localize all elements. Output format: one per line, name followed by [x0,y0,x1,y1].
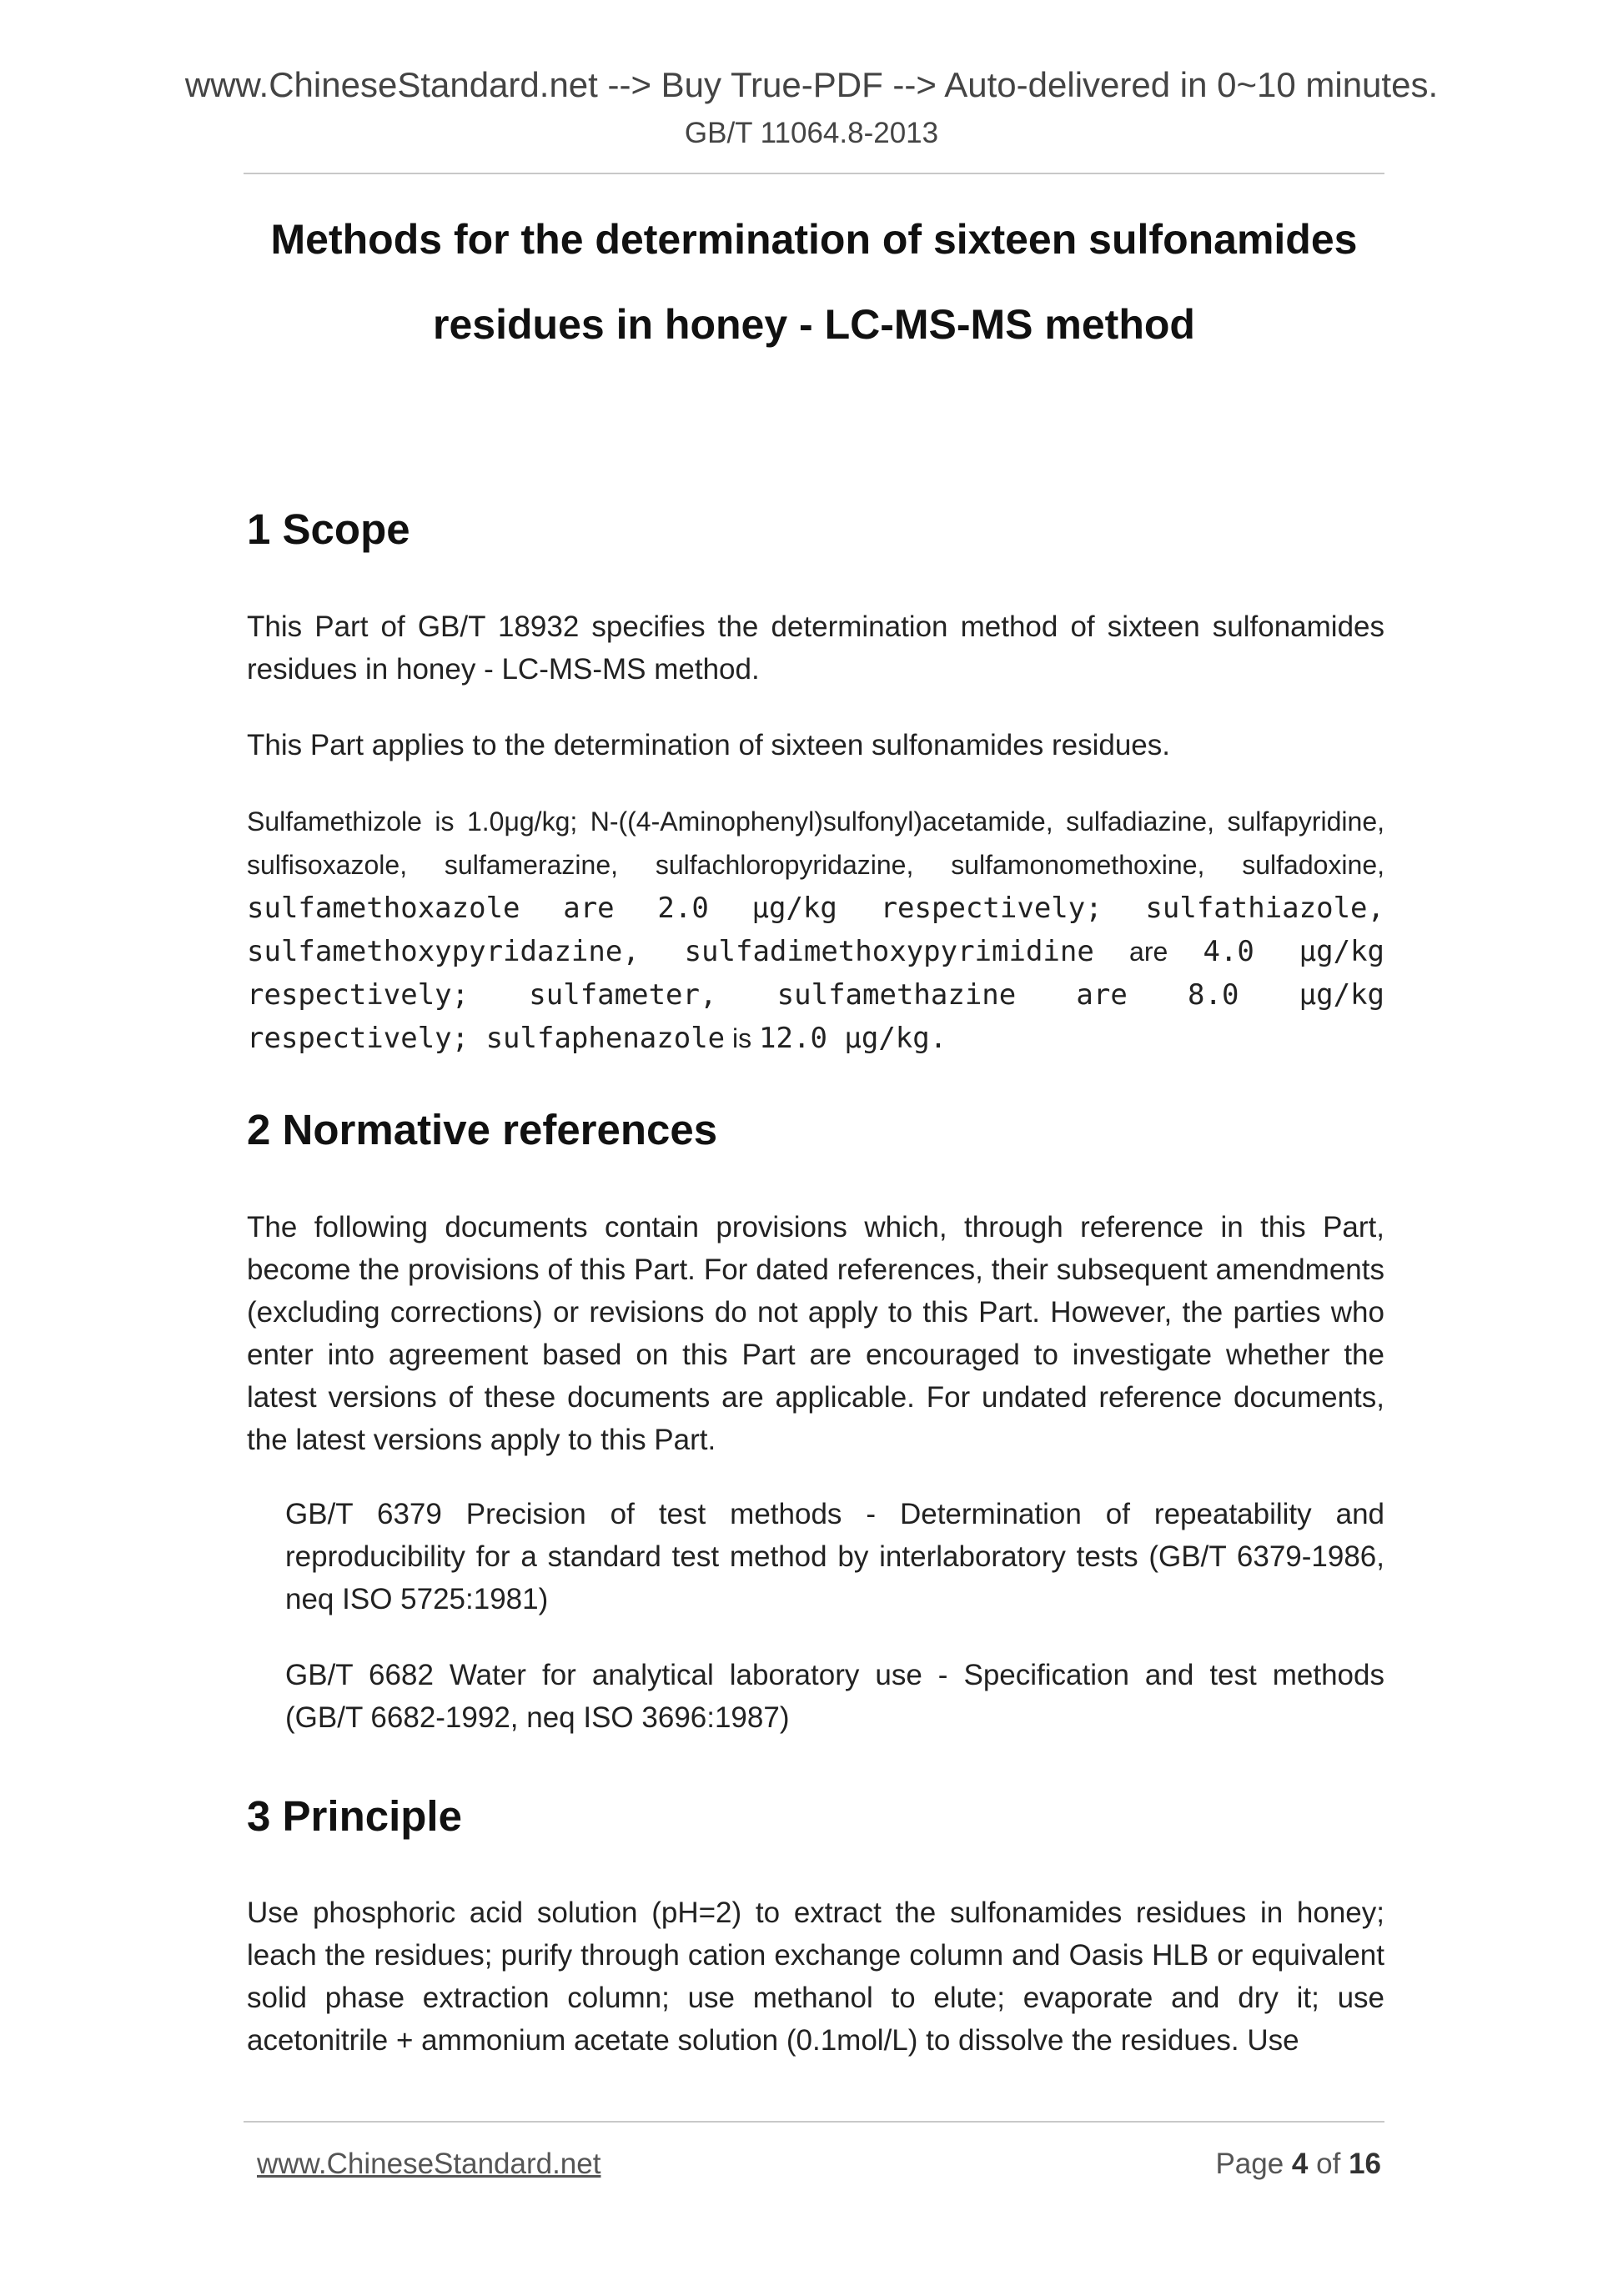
scope-p3-part-c: are [1093,937,1203,967]
header-banner: www.ChineseStandard.net --> Buy True-PDF --> Auto-delivered in 0~10 minutes. [184,65,1439,104]
total-pages: 16 [1349,2148,1381,2180]
page-label: Page [1215,2148,1284,2180]
scope-p3-part-d: 4.0 μg/kg respectively; sulfameter, sulfamethazine are 8.0 μg/kg respectively; sulfaphenazole [247,935,1384,1055]
section-heading-scope: 1 Scope [247,505,410,553]
section-heading-normative-references: 2 Normative references [247,1106,718,1153]
document-title-line2: residues in honey - LC-MS-MS method [433,301,1195,348]
scope-paragraph-3 [247,800,1384,1060]
normative-paragraph: The following documents contain provisions which, through reference in this Part, become the provisions of this Part. For dated references, their subsequent amendments (excluding corrections) or revisions do not apply to this Part. However, the parties who enter into agreement based on this Part are encouraged to investigate whether the latest versions of these documents are applicable. For undated reference documents, the latest versions apply to this Part. [247,1211,1384,1456]
footer-divider [244,2121,1384,2123]
principle-paragraph: Use phosphoric acid solution (pH=2) to extract the sulfonamides residues in honey; leach the residues; purify through cation exchange column and Oasis HLB or equivalent solid phase extraction column; use methanol to elute; evaporate and dry it; use acetonitrile + ammonium acetate solution (0.1mol/L) to dissolve the residues. Use [247,1897,1384,2057]
standard-code: GB/T 11064.8-2013 [684,117,939,149]
scope-p3-part-f: 12.0 μg/kg. [759,1022,947,1055]
normative-reference-item: GB/T 6379 Precision of test methods - Determination of repeatability and reproducibility for a standard test method by interlaboratory tests (GB/T 6379-1986, neq ISO 5725:1981) [285,1498,1384,1615]
page-of: of [1316,2148,1341,2180]
normative-reference-item: GB/T 6682 Water for analytical laboratory use - Specification and test methods (GB/T 6682-1992, neq ISO 3696:1987) [285,1659,1384,1734]
page-number [1215,2148,1381,2181]
header-divider [244,173,1384,174]
scope-paragraph-1: This Part of GB/T 18932 specifies the determination method of sixteen sulfonamides residues in honey - LC-MS-MS method. [247,610,1384,686]
current-page: 4 [1291,2148,1309,2180]
scope-p3-part-b: sulfamethoxazole are 2.0 μg/kg respectively; sulfathiazole, sulfamethoxypyridazine, sulfadimethoxypyrimidine [247,892,1384,968]
scope-p3-part-e: is [725,1023,760,1053]
scope-p3-part-a: Sulfamethizole is 1.0μg/kg; N-((4-Aminophenyl)sulfonyl)acetamide, sulfadiazine, sulfapyridine, sulfisoxazole, sulfamerazine, sulfachloropyridazine, sulfamonomethoxine, sulfadoxine, [247,806,1384,880]
scope-paragraph-2: This Part applies to the determination of sixteen sulfonamides residues. [247,729,1170,761]
footer-site-link[interactable]: www.ChineseStandard.net [257,2148,601,2180]
document-title-line1: Methods for the determination of sixteen sulfonamides [270,216,1358,263]
section-heading-principle: 3 Principle [247,1792,462,1840]
